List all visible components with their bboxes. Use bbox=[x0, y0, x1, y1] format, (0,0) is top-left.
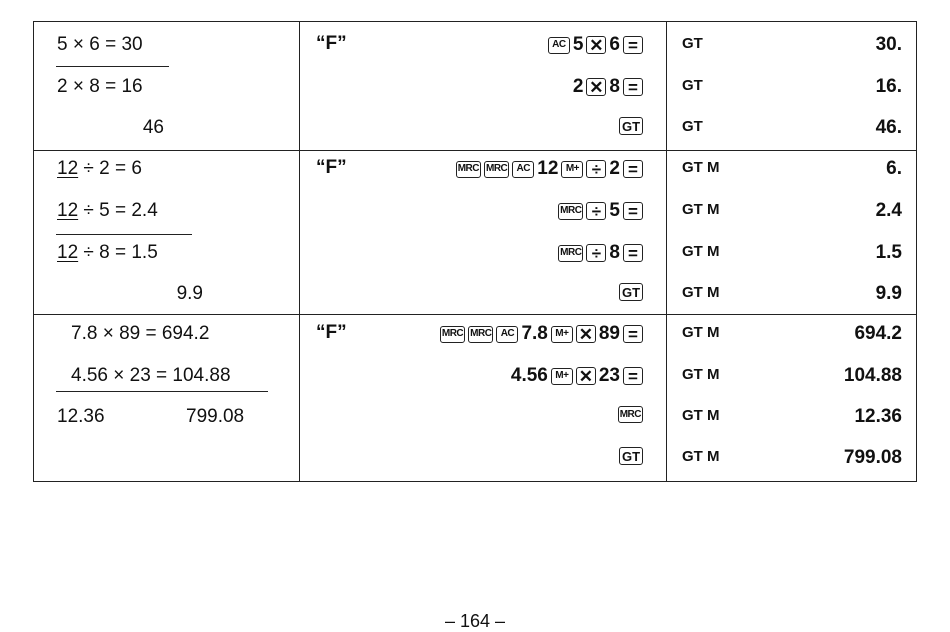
display-result: 2.4 bbox=[875, 200, 902, 221]
calc-underline bbox=[56, 234, 192, 235]
equals-key-icon: = bbox=[623, 36, 643, 54]
key-sequence bbox=[619, 447, 643, 465]
ac-key-icon: AC bbox=[548, 37, 570, 54]
m-plus-key-icon: M+ bbox=[561, 161, 583, 178]
equals-key-icon: = bbox=[623, 244, 643, 262]
calc-line bbox=[177, 283, 203, 305]
key-sequence bbox=[573, 76, 643, 98]
display-result: 16. bbox=[875, 76, 902, 97]
calc-text: 12.36 bbox=[57, 406, 105, 427]
calc-text: 12 bbox=[57, 200, 79, 221]
key-sequence bbox=[456, 158, 643, 180]
mrc-key-icon: MRC bbox=[468, 326, 493, 343]
display-mode-label: “F” bbox=[316, 322, 347, 343]
key-digits: 6 bbox=[609, 34, 620, 55]
calc-text: 12 bbox=[57, 242, 79, 263]
calc-text: 7.8 × 89 = 694.2 bbox=[71, 323, 210, 344]
gt-key-icon: GT bbox=[619, 283, 643, 301]
key-sequence bbox=[548, 34, 643, 56]
calc-text: ÷ 2 = 6 bbox=[78, 158, 142, 179]
key-digits: 8 bbox=[609, 76, 620, 97]
calc-text: 9.9 bbox=[176, 283, 203, 304]
calc-line bbox=[71, 365, 231, 387]
column-divider bbox=[666, 22, 667, 481]
display-indicator: GT M bbox=[682, 407, 720, 424]
display-result: 799.08 bbox=[843, 447, 902, 468]
display-mode-label: “F” bbox=[316, 157, 347, 178]
multiply-key-icon: ✕ bbox=[576, 367, 596, 385]
calc-line bbox=[71, 323, 209, 345]
ac-key-icon: AC bbox=[496, 326, 518, 343]
calc-line bbox=[57, 158, 142, 180]
key-digits: 2 bbox=[609, 158, 620, 179]
gt-key-icon: GT bbox=[619, 117, 643, 135]
ac-key-icon: AC bbox=[512, 161, 534, 178]
key-sequence bbox=[619, 117, 643, 135]
calc-text: 4.56 × 23 = 104.88 bbox=[71, 365, 231, 386]
multiply-key-icon: ✕ bbox=[576, 325, 596, 343]
key-digits: 23 bbox=[598, 365, 620, 386]
display-indicator: GT M bbox=[682, 448, 720, 465]
key-digits: 2 bbox=[572, 76, 584, 97]
multiply-key-icon: ✕ bbox=[586, 36, 606, 54]
page-number: – 164 – bbox=[444, 611, 506, 631]
mrc-key-icon: MRC bbox=[618, 406, 643, 423]
mrc-key-icon: MRC bbox=[558, 203, 583, 220]
row-divider bbox=[34, 314, 916, 315]
equals-key-icon: = bbox=[623, 202, 643, 220]
display-result: 104.88 bbox=[843, 365, 902, 386]
mrc-key-icon: MRC bbox=[558, 245, 583, 262]
calc-line bbox=[57, 34, 143, 56]
display-indicator: GT M bbox=[682, 201, 720, 218]
calc-line bbox=[143, 117, 164, 139]
calc-text: 12 bbox=[57, 158, 79, 179]
calc-text: 46 bbox=[142, 117, 164, 138]
display-indicator: GT M bbox=[682, 366, 720, 383]
calc-line bbox=[57, 200, 158, 222]
display-indicator: GT M bbox=[682, 243, 720, 260]
key-sequence bbox=[618, 406, 643, 423]
divide-key-icon: ÷ bbox=[586, 244, 606, 262]
key-digits: 5 bbox=[572, 34, 584, 55]
key-digits: 4.56 bbox=[510, 365, 548, 386]
display-result: 694.2 bbox=[854, 323, 902, 344]
key-digits: 8 bbox=[609, 242, 620, 263]
calc-text: ÷ 8 = 1.5 bbox=[78, 242, 158, 263]
display-indicator: GT M bbox=[682, 284, 720, 301]
display-result: 46. bbox=[875, 117, 902, 138]
calculation-table bbox=[33, 21, 917, 482]
key-digits: 12 bbox=[537, 158, 559, 179]
gt-key-icon: GT bbox=[619, 447, 643, 465]
display-result: 30. bbox=[875, 34, 902, 55]
mrc-key-icon: MRC bbox=[456, 161, 481, 178]
key-digits: 7.8 bbox=[521, 323, 548, 344]
display-indicator: GT bbox=[682, 118, 703, 135]
divide-key-icon: ÷ bbox=[586, 160, 606, 178]
display-result: 9.9 bbox=[875, 283, 902, 304]
display-result: 1.5 bbox=[875, 242, 902, 263]
m-plus-key-icon: M+ bbox=[551, 368, 573, 385]
display-indicator: GT M bbox=[682, 159, 720, 176]
mrc-key-icon: MRC bbox=[484, 161, 509, 178]
display-result: 12.36 bbox=[854, 406, 902, 427]
key-sequence bbox=[558, 200, 643, 222]
equals-key-icon: = bbox=[623, 367, 643, 385]
display-indicator: GT M bbox=[682, 324, 720, 341]
equals-key-icon: = bbox=[623, 78, 643, 96]
multiply-key-icon: ✕ bbox=[586, 78, 606, 96]
calc-line bbox=[57, 76, 143, 98]
key-sequence bbox=[511, 365, 643, 387]
calc-underline bbox=[56, 391, 268, 392]
key-sequence bbox=[619, 283, 643, 301]
calc-text: 2 × 8 = 16 bbox=[57, 76, 143, 97]
equals-key-icon: = bbox=[623, 325, 643, 343]
calc-text: ÷ 5 = 2.4 bbox=[78, 200, 158, 221]
mrc-key-icon: MRC bbox=[440, 326, 465, 343]
key-digits: 5 bbox=[609, 200, 620, 221]
display-indicator: GT bbox=[682, 35, 703, 52]
key-digits: 89 bbox=[598, 323, 620, 344]
display-indicator: GT bbox=[682, 77, 703, 94]
calc-underline bbox=[56, 66, 169, 67]
row-divider bbox=[34, 150, 916, 151]
divide-key-icon: ÷ bbox=[586, 202, 606, 220]
display-mode-label: “F” bbox=[316, 33, 347, 54]
equals-key-icon: = bbox=[623, 160, 643, 178]
calc-line bbox=[57, 406, 105, 428]
calc-total: 799.08 bbox=[186, 406, 245, 427]
calc-text: 5 × 6 = 30 bbox=[57, 34, 143, 55]
m-plus-key-icon: M+ bbox=[551, 326, 573, 343]
column-divider bbox=[299, 22, 300, 481]
key-sequence bbox=[558, 242, 643, 264]
calc-line bbox=[57, 242, 158, 264]
key-sequence bbox=[440, 323, 643, 345]
display-result: 6. bbox=[886, 158, 902, 179]
